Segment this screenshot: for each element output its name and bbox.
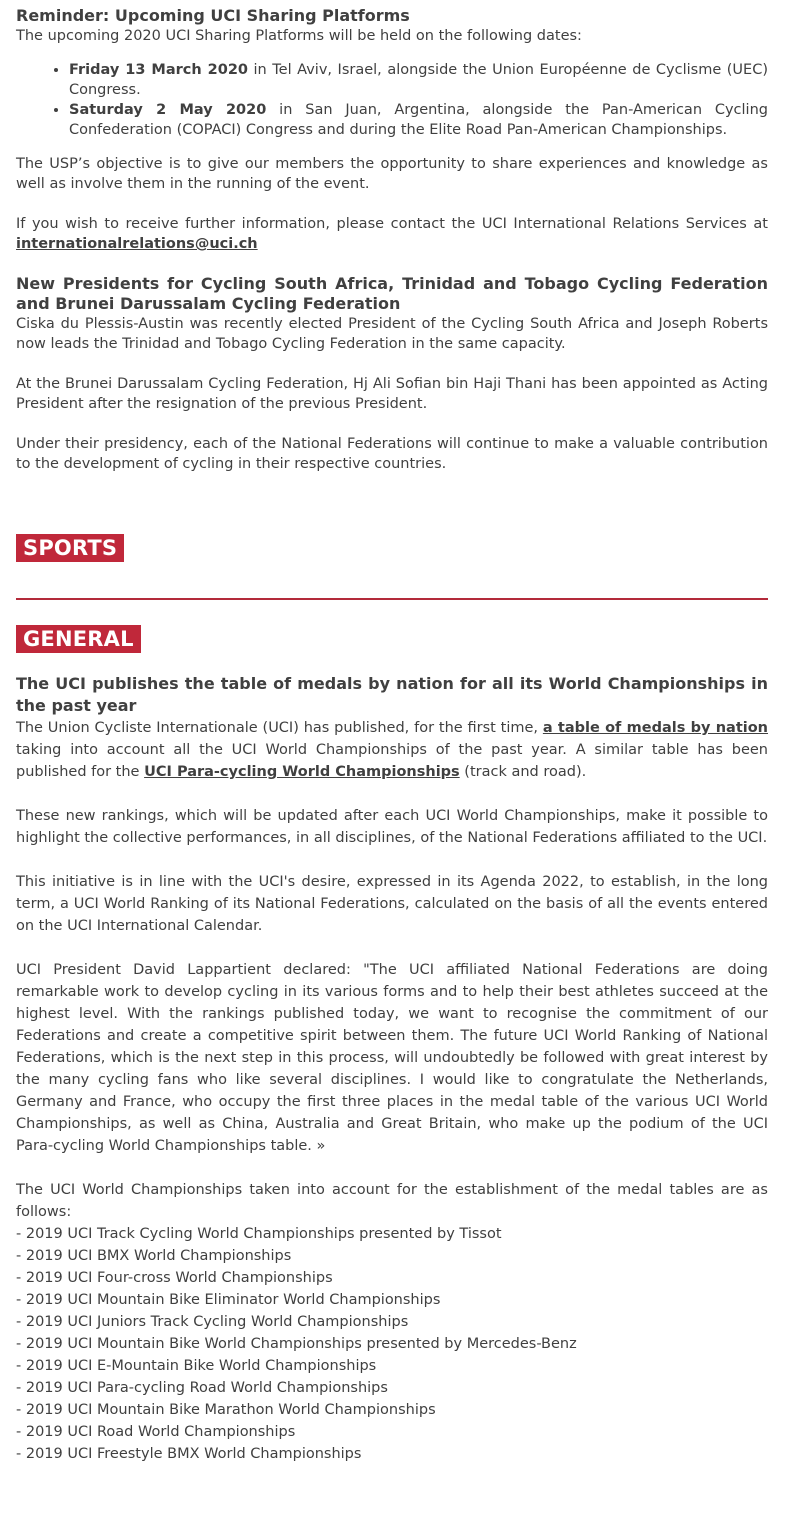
- list-item: - 2019 UCI Freestyle BMX World Championships: [16, 1446, 362, 1462]
- medals-paragraph: This initiative is in line with the UCI's desire, expressed in its Agenda 2022, to establish, in the long term, a UCI World Ranking of its National Federations, calculated on the basis of all the events entered on the UCI International Calendar.: [16, 874, 768, 934]
- medals-paragraph: These new rankings, which will be updated after each UCI World Championships, make it possible to highlight the collective performances, in all disciplines, of the National Federations affiliated to the UCI.: [16, 808, 768, 846]
- usp-heading: Reminder: Upcoming UCI Sharing Platforms: [16, 6, 410, 25]
- para-cycling-link[interactable]: UCI Para-cycling World Championships: [144, 764, 460, 780]
- medals-p1-a: The Union Cycliste Internationale (UCI) has published, for the first time,: [16, 720, 543, 736]
- usp-date: Saturday 2 May 2020: [69, 102, 267, 118]
- usp-contact: [16, 214, 768, 254]
- usp-objective: The USP’s objective is to give our members the opportunity to share experiences and knowledge as well as involve them in the running of the event.: [16, 156, 768, 192]
- section-tag-sports: SPORTS: [16, 534, 124, 562]
- list-item: - 2019 UCI Mountain Bike Eliminator World Championships: [16, 1292, 441, 1308]
- list-item: - 2019 UCI Mountain Bike World Championships presented by Mercedes-Benz: [16, 1336, 577, 1352]
- list-item: - 2019 UCI E-Mountain Bike World Championships: [16, 1358, 377, 1374]
- presidents-heading: New Presidents for Cycling South Africa, Trinidad and Tobago Cycling Federation and Brunei Darussalam Cycling Federation: [16, 274, 768, 313]
- list-item: - 2019 UCI Para-cycling Road World Championships: [16, 1380, 388, 1396]
- usp-contact-text: If you wish to receive further information, please contact the UCI International Relations Services at: [16, 216, 768, 232]
- championships-list: [16, 1223, 768, 1465]
- list-item: - 2019 UCI Juniors Track Cycling World Championships: [16, 1314, 409, 1330]
- medal-table-link[interactable]: a table of medals by nation: [542, 720, 769, 736]
- list-item: - 2019 UCI Track Cycling World Championships presented by Tissot: [16, 1226, 502, 1242]
- medals-paragraph: [16, 717, 768, 783]
- contact-email-link[interactable]: internationalrelations@uci.ch: [16, 236, 258, 252]
- usp-date-item: [69, 100, 768, 140]
- medals-heading: The UCI publishes the table of medals by nation for all its World Championships in the past year: [16, 674, 768, 715]
- usp-intro: The upcoming 2020 UCI Sharing Platforms will be held on the following dates:: [16, 28, 582, 44]
- president-quote: UCI President David Lappartient declared: "The UCI affiliated National Federations are doing remarkable work to develop cycling in its various forms and to help their best athletes succeed at the highest level. With the rankings published today, we want to recognise the commitment of our Federations and create a competitive spirit between them. The future UCI World Ranking of National Federations, which is the next step in this process, will undoubtedly be followed with great interest by the many cycling fans who like several disciplines. I would like to congratulate the Netherlands, Germany and France, who occupy the first three places in the medal table of the various UCI World Championships, as well as China, Australia and Great Britain, who make up the podium of the UCI Para-cycling World Championships table. »: [16, 962, 768, 1154]
- section-tag-general: GENERAL: [16, 625, 141, 653]
- presidents-paragraph: At the Brunei Darussalam Cycling Federation, Hj Ali Sofian bin Haji Thani has been appointed as Acting President after the resignation of the previous President.: [16, 376, 768, 412]
- usp-date-list: [16, 60, 768, 140]
- list-item: - 2019 UCI Road World Championships: [16, 1424, 296, 1440]
- list-item: - 2019 UCI Four-cross World Championships: [16, 1270, 333, 1286]
- presidents-paragraph: Under their presidency, each of the National Federations will continue to make a valuable contribution to the development of cycling in their respective countries.: [16, 436, 768, 472]
- medals-paragraph: The UCI World Championships taken into account for the establishment of the medal tables are as follows:: [16, 1182, 768, 1220]
- usp-date-text: in Tel Aviv, Israel, alongside the Union Européenne de Cyclisme (UEC) Congress.: [69, 62, 768, 98]
- usp-date: Friday 13 March 2020: [69, 62, 248, 78]
- medals-p1-b: taking into account all the UCI World Championships of the past year. A similar table has been published for the: [16, 742, 768, 780]
- medals-p1-c: (track and road).: [459, 764, 587, 780]
- usp-date-text: in San Juan, Argentina, alongside the Pan-American Cycling Confederation (COPACI) Congress and during the Elite Road Pan-American Championships.: [69, 102, 768, 138]
- list-item: - 2019 UCI Mountain Bike Marathon World Championships: [16, 1402, 436, 1418]
- usp-date-item: [69, 60, 768, 100]
- list-item: - 2019 UCI BMX World Championships: [16, 1248, 292, 1264]
- presidents-paragraph: Ciska du Plessis-Austin was recently elected President of the Cycling South Africa and Joseph Roberts now leads the Trinidad and Tobago Cycling Federation in the same capacity.: [16, 316, 768, 352]
